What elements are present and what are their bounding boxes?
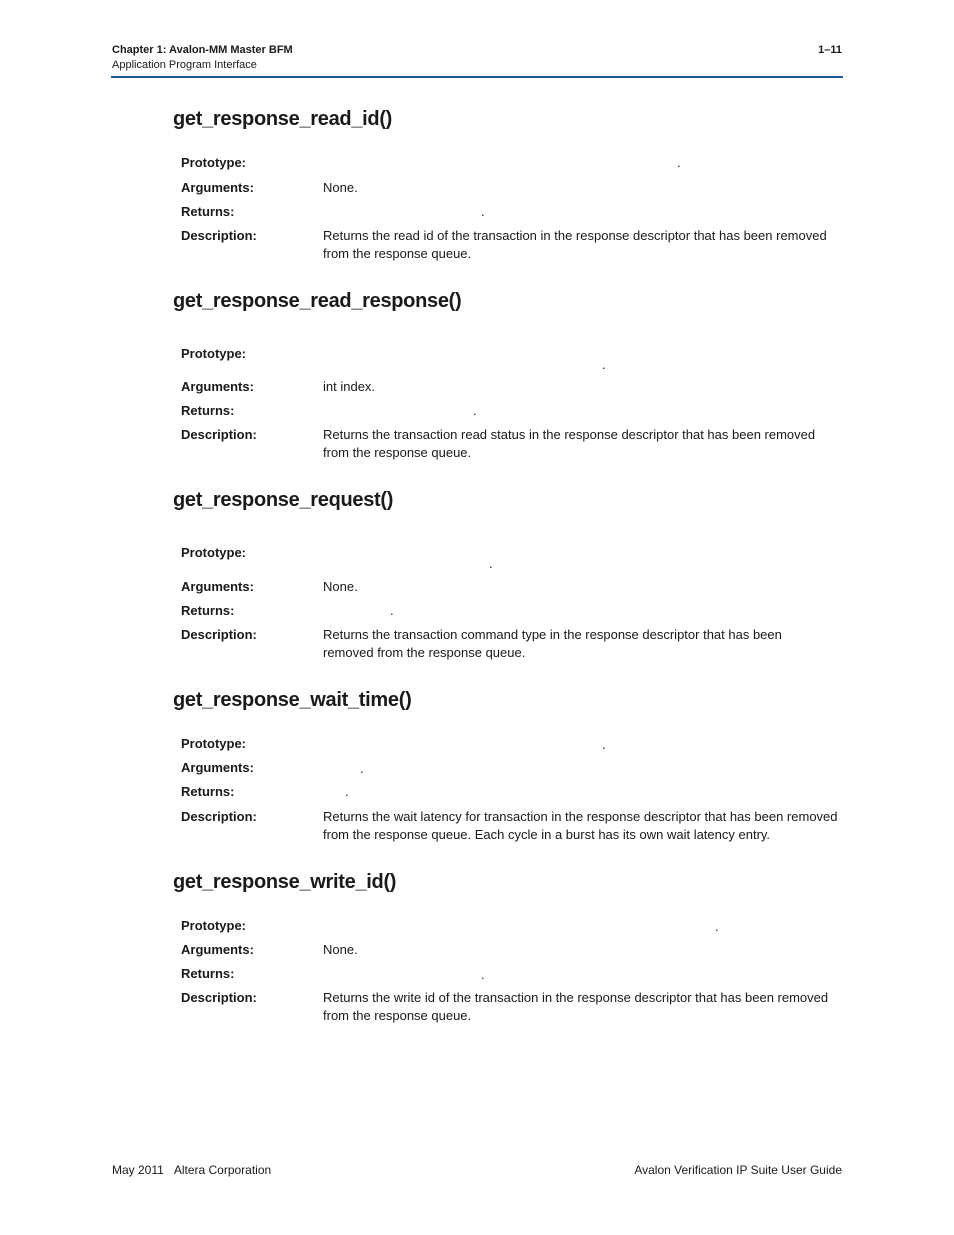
function-title: get_response_read_id() xyxy=(173,108,393,130)
arguments-label: Arguments: xyxy=(181,942,254,957)
description-label: Description: xyxy=(181,228,257,243)
prototype-period: . xyxy=(489,556,493,571)
footer-company: Altera Corporation xyxy=(173,1163,272,1177)
prototype-label: Prototype: xyxy=(181,918,246,933)
header-section: Application Program Interface xyxy=(112,59,257,71)
returns-period: . xyxy=(481,967,485,982)
prototype-label: Prototype: xyxy=(181,736,246,751)
returns-period: . xyxy=(390,603,394,618)
arguments-value: None. xyxy=(323,942,358,957)
function-title: get_response_read_response() xyxy=(173,290,462,312)
prototype-period: . xyxy=(602,357,606,372)
description-value: Returns the read id of the transaction in the response descriptor that has been removed from the response queue. xyxy=(323,228,827,261)
arguments-period: . xyxy=(360,761,364,776)
prototype-label: Prototype: xyxy=(181,545,246,560)
header-chapter: Chapter 1: Avalon-MM Master BFM xyxy=(112,44,293,56)
arguments-label: Arguments: xyxy=(181,379,254,394)
returns-period: . xyxy=(473,403,477,418)
returns-label: Returns: xyxy=(181,403,235,418)
returns-label: Returns: xyxy=(181,784,235,799)
prototype-period: . xyxy=(715,919,719,934)
prototype-period: . xyxy=(602,737,606,752)
arguments-value: int index. xyxy=(323,379,376,394)
arguments-label: Arguments: xyxy=(181,579,254,594)
header-page-number: 1–11 xyxy=(818,44,842,56)
prototype-period: . xyxy=(677,155,681,170)
returns-label: Returns: xyxy=(181,966,235,981)
function-title: get_response_request() xyxy=(173,489,394,511)
description-label: Description: xyxy=(181,627,257,642)
returns-period: . xyxy=(345,784,349,799)
returns-period: . xyxy=(481,204,485,219)
description-value: Returns the write id of the transaction in the response descriptor that has been removed from the response queue. xyxy=(323,990,829,1023)
arguments-label: Arguments: xyxy=(181,760,254,775)
footer-date: May 2011 xyxy=(112,1163,164,1177)
running-header xyxy=(112,43,293,73)
returns-label: Returns: xyxy=(181,603,235,618)
description-value: Returns the wait latency for transaction in the response descriptor that has been removed from the response queue. Each cycle in a burst has its own wait latency entry. xyxy=(323,809,838,842)
footer-left xyxy=(112,1162,271,1178)
description-value: Returns the transaction command type in the response descriptor that has been removed from the response queue. xyxy=(323,627,782,660)
description-label: Description: xyxy=(181,427,257,442)
description-label: Description: xyxy=(181,809,257,824)
arguments-label: Arguments: xyxy=(181,180,254,195)
function-title: get_response_write_id() xyxy=(173,871,397,893)
description-label: Description: xyxy=(181,990,257,1005)
footer-guide-title: Avalon Verification IP Suite User Guide xyxy=(634,1163,842,1177)
description-value: Returns the transaction read status in the response descriptor that has been removed from the response queue. xyxy=(323,427,816,460)
arguments-value: None. xyxy=(323,180,358,195)
returns-label: Returns: xyxy=(181,204,235,219)
header-rule xyxy=(111,76,843,78)
prototype-label: Prototype: xyxy=(181,155,246,170)
arguments-value: None. xyxy=(323,579,358,594)
function-title: get_response_wait_time() xyxy=(173,689,412,711)
prototype-label: Prototype: xyxy=(181,346,246,361)
